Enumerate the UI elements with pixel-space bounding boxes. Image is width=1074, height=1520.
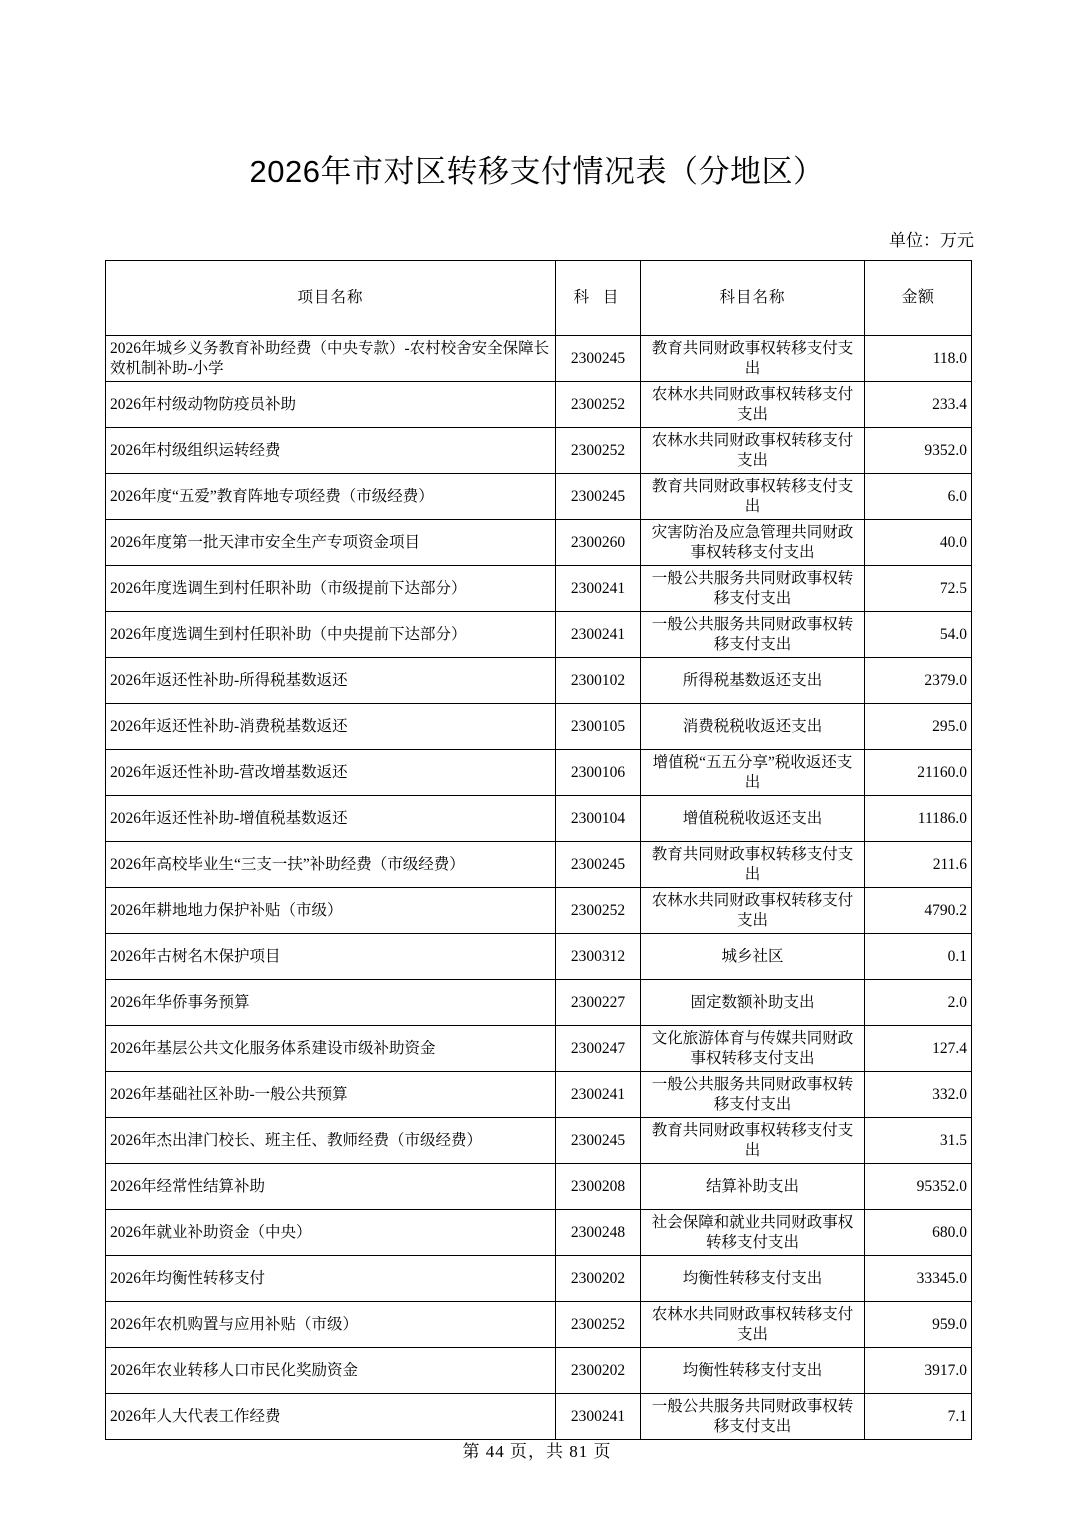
table-row (106, 1072, 972, 1118)
cell-project-name: 2026年高校毕业生“三支一扶”补助经费（市级经费） (106, 842, 556, 888)
cell-amount: 680.0 (865, 1210, 972, 1256)
cell-code: 2300241 (556, 1072, 641, 1118)
cell-project-name: 2026年人大代表工作经费 (106, 1394, 556, 1440)
cell-code: 2300105 (556, 704, 641, 750)
cell-code: 2300241 (556, 1394, 641, 1440)
cell-project-name: 2026年度选调生到村任职补助（市级提前下达部分） (106, 566, 556, 612)
table-row (106, 658, 972, 704)
cell-project-name: 2026年农机购置与应用补贴（市级） (106, 1302, 556, 1348)
cell-amount: 233.4 (865, 382, 972, 428)
cell-amount: 2.0 (865, 980, 972, 1026)
cell-code: 2300248 (556, 1210, 641, 1256)
cell-amount: 40.0 (865, 520, 972, 566)
column-header-subject-name: 科目名称 (641, 261, 865, 336)
page-title: 2026年市对区转移支付情况表（分地区） (249, 154, 825, 189)
cell-amount: 2379.0 (865, 658, 972, 704)
table-row (106, 520, 972, 566)
cell-code: 2300312 (556, 934, 641, 980)
cell-subject-name: 均衡性转移支付支出 (641, 1256, 865, 1302)
table-row (106, 566, 972, 612)
cell-code: 2300202 (556, 1256, 641, 1302)
cell-project-name: 2026年度第一批天津市安全生产专项资金项目 (106, 520, 556, 566)
table-row (106, 1256, 972, 1302)
cell-amount: 295.0 (865, 704, 972, 750)
table-row (106, 1348, 972, 1394)
cell-amount: 332.0 (865, 1072, 972, 1118)
unit-label: 单位：万元 (889, 231, 974, 250)
cell-code: 2300208 (556, 1164, 641, 1210)
cell-project-name: 2026年返还性补助-消费税基数返还 (106, 704, 556, 750)
cell-project-name: 2026年度选调生到村任职补助（中央提前下达部分） (106, 612, 556, 658)
cell-subject-name: 灾害防治及应急管理共同财政事权转移支付支出 (641, 520, 865, 566)
cell-project-name: 2026年返还性补助-所得税基数返还 (106, 658, 556, 704)
table-row (106, 842, 972, 888)
table-header (106, 261, 972, 336)
cell-subject-name: 教育共同财政事权转移支付支出 (641, 1118, 865, 1164)
cell-code: 2300104 (556, 796, 641, 842)
table-header-row (106, 261, 972, 336)
page-footer: 第 44 页，共 81 页 (462, 1442, 612, 1461)
cell-code: 2300106 (556, 750, 641, 796)
cell-subject-name: 一般公共服务共同财政事权转移支付支出 (641, 566, 865, 612)
table-row (106, 1210, 972, 1256)
cell-code: 2300247 (556, 1026, 641, 1072)
cell-amount: 9352.0 (865, 428, 972, 474)
cell-code: 2300202 (556, 1348, 641, 1394)
cell-subject-name: 所得税基数返还支出 (641, 658, 865, 704)
cell-code: 2300245 (556, 842, 641, 888)
cell-subject-name: 一般公共服务共同财政事权转移支付支出 (641, 1394, 865, 1440)
cell-project-name: 2026年华侨事务预算 (106, 980, 556, 1026)
cell-code: 2300227 (556, 980, 641, 1026)
table-row (106, 336, 972, 382)
cell-code: 2300102 (556, 658, 641, 704)
cell-code: 2300245 (556, 1118, 641, 1164)
table-row (106, 934, 972, 980)
cell-project-name: 2026年返还性补助-营改增基数返还 (106, 750, 556, 796)
cell-project-name: 2026年度“五爱”教育阵地专项经费（市级经费） (106, 474, 556, 520)
cell-project-name: 2026年基础社区补助-一般公共预算 (106, 1072, 556, 1118)
table-row (106, 1302, 972, 1348)
column-header-code: 科 目 (556, 261, 641, 336)
cell-code: 2300260 (556, 520, 641, 566)
cell-amount: 6.0 (865, 474, 972, 520)
cell-subject-name: 增值税税收返还支出 (641, 796, 865, 842)
table-row (106, 428, 972, 474)
cell-project-name: 2026年古树名木保护项目 (106, 934, 556, 980)
cell-subject-name: 增值税“五五分享”税收返还支出 (641, 750, 865, 796)
cell-code: 2300252 (556, 888, 641, 934)
table-row (106, 474, 972, 520)
cell-amount: 21160.0 (865, 750, 972, 796)
cell-amount: 0.1 (865, 934, 972, 980)
table-row (106, 980, 972, 1026)
cell-subject-name: 城乡社区 (641, 934, 865, 980)
cell-subject-name: 文化旅游体育与传媒共同财政事权转移支付支出 (641, 1026, 865, 1072)
cell-amount: 959.0 (865, 1302, 972, 1348)
cell-project-name: 2026年经常性结算补助 (106, 1164, 556, 1210)
cell-amount: 4790.2 (865, 888, 972, 934)
cell-project-name: 2026年耕地地力保护补贴（市级） (106, 888, 556, 934)
cell-code: 2300252 (556, 428, 641, 474)
cell-project-name: 2026年返还性补助-增值税基数返还 (106, 796, 556, 842)
cell-code: 2300245 (556, 474, 641, 520)
cell-amount: 54.0 (865, 612, 972, 658)
cell-amount: 11186.0 (865, 796, 972, 842)
cell-subject-name: 农林水共同财政事权转移支付支出 (641, 1302, 865, 1348)
table-row (106, 1026, 972, 1072)
table-row (106, 888, 972, 934)
cell-project-name: 2026年村级动物防疫员补助 (106, 382, 556, 428)
cell-project-name: 2026年杰出津门校长、班主任、教师经费（市级经费） (106, 1118, 556, 1164)
cell-subject-name: 社会保障和就业共同财政事权转移支付支出 (641, 1210, 865, 1256)
cell-subject-name: 结算补助支出 (641, 1164, 865, 1210)
cell-subject-name: 农林水共同财政事权转移支付支出 (641, 382, 865, 428)
cell-amount: 33345.0 (865, 1256, 972, 1302)
cell-code: 2300241 (556, 612, 641, 658)
column-header-project-name: 项目名称 (106, 261, 556, 336)
cell-subject-name: 农林水共同财政事权转移支付支出 (641, 428, 865, 474)
cell-project-name: 2026年城乡义务教育补助经费（中央专款）-农村校舍安全保障长效机制补助-小学 (106, 336, 556, 382)
cell-code: 2300252 (556, 1302, 641, 1348)
cell-subject-name: 固定数额补助支出 (641, 980, 865, 1026)
cell-amount: 95352.0 (865, 1164, 972, 1210)
cell-subject-name: 一般公共服务共同财政事权转移支付支出 (641, 612, 865, 658)
table-row (106, 704, 972, 750)
column-header-amount: 金额 (865, 261, 972, 336)
cell-subject-name: 消费税税收返还支出 (641, 704, 865, 750)
cell-amount: 211.6 (865, 842, 972, 888)
table-row (106, 750, 972, 796)
table-row (106, 1118, 972, 1164)
cell-subject-name: 均衡性转移支付支出 (641, 1348, 865, 1394)
table-body (106, 336, 972, 1440)
cell-project-name: 2026年就业补助资金（中央） (106, 1210, 556, 1256)
cell-amount: 118.0 (865, 336, 972, 382)
cell-amount: 127.4 (865, 1026, 972, 1072)
cell-subject-name: 农林水共同财政事权转移支付支出 (641, 888, 865, 934)
cell-subject-name: 教育共同财政事权转移支付支出 (641, 842, 865, 888)
transfer-payment-table (105, 260, 972, 1440)
cell-code: 2300245 (556, 336, 641, 382)
table-row (106, 1394, 972, 1440)
cell-project-name: 2026年村级组织运转经费 (106, 428, 556, 474)
cell-subject-name: 教育共同财政事权转移支付支出 (641, 474, 865, 520)
cell-project-name: 2026年均衡性转移支付 (106, 1256, 556, 1302)
cell-amount: 31.5 (865, 1118, 972, 1164)
cell-subject-name: 教育共同财政事权转移支付支出 (641, 336, 865, 382)
cell-code: 2300241 (556, 566, 641, 612)
cell-amount: 7.1 (865, 1394, 972, 1440)
table-row (106, 796, 972, 842)
cell-project-name: 2026年基层公共文化服务体系建设市级补助资金 (106, 1026, 556, 1072)
table-row (106, 612, 972, 658)
cell-code: 2300252 (556, 382, 641, 428)
cell-subject-name: 一般公共服务共同财政事权转移支付支出 (641, 1072, 865, 1118)
table-row (106, 1164, 972, 1210)
cell-amount: 3917.0 (865, 1348, 972, 1394)
cell-amount: 72.5 (865, 566, 972, 612)
table-row (106, 382, 972, 428)
cell-project-name: 2026年农业转移人口市民化奖励资金 (106, 1348, 556, 1394)
